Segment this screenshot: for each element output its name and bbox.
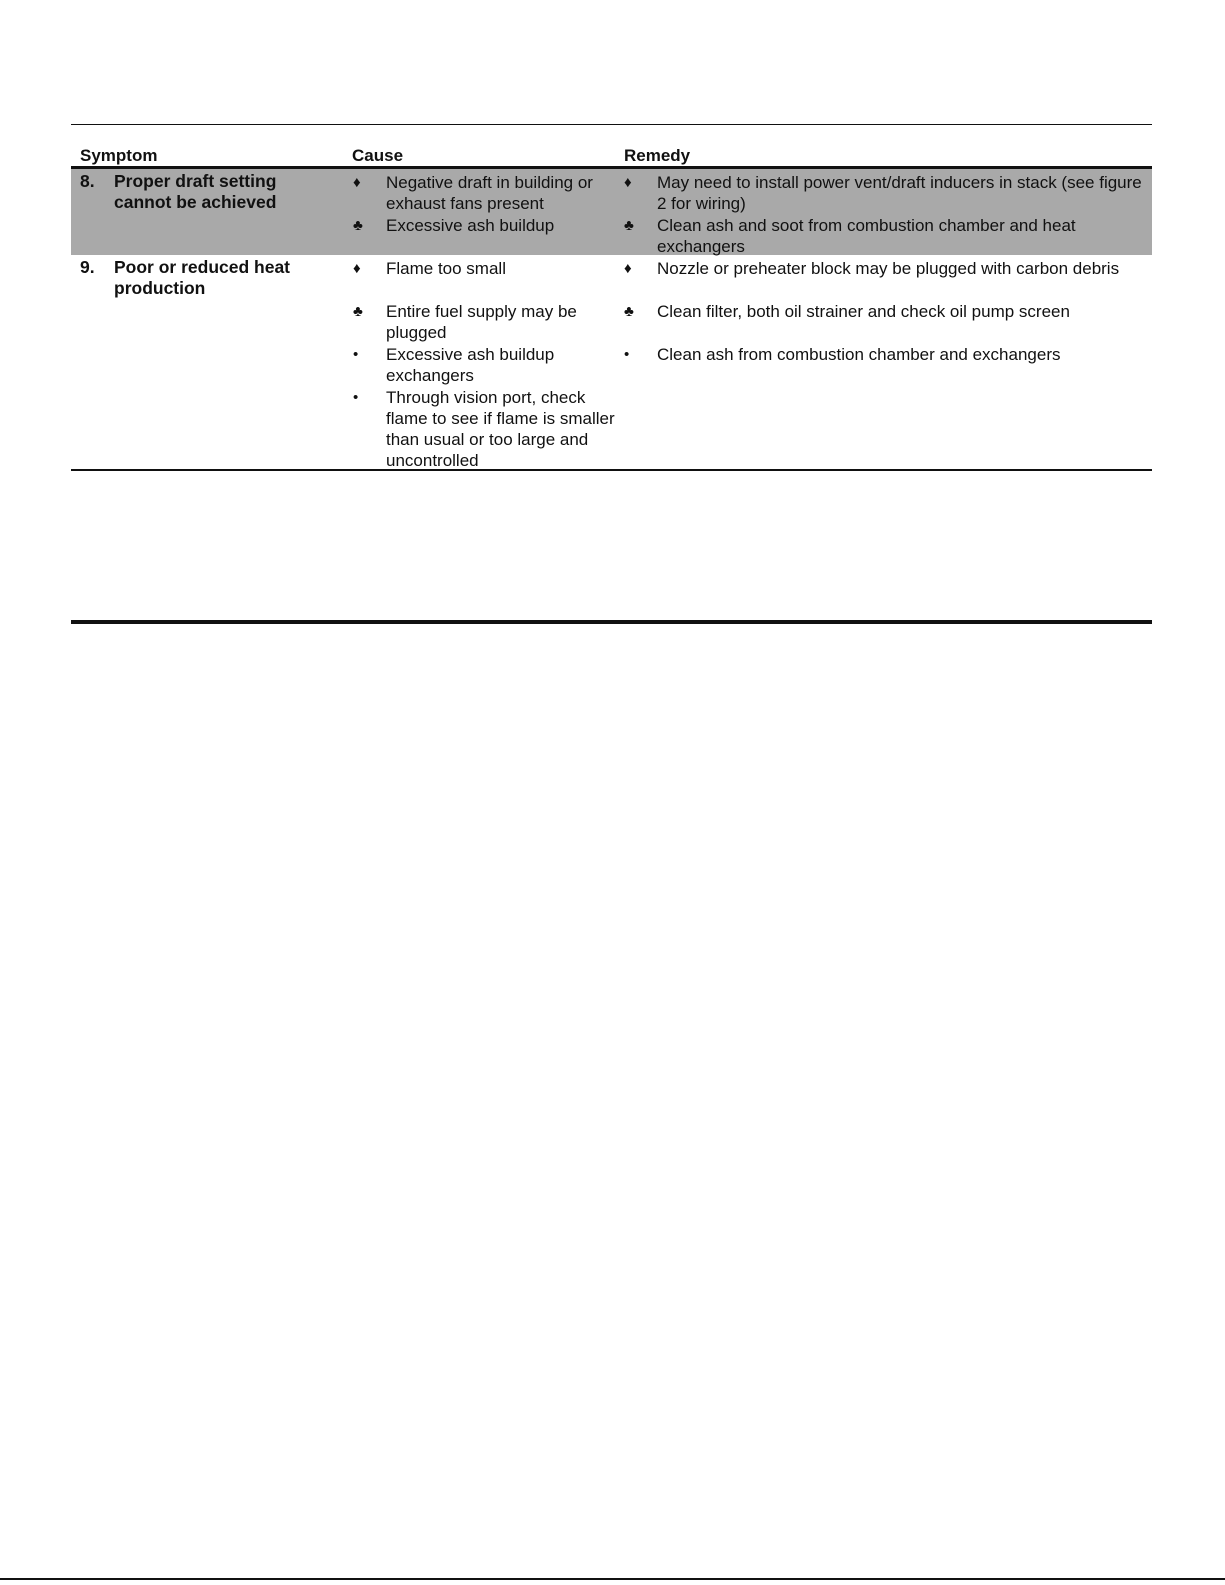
remedy-text: Clean filter, both oil strainer and check oil pump screen <box>657 302 1070 321</box>
dot-bullet-icon: • <box>353 389 359 406</box>
remedy-text: May need to install power vent/draft inducers in stack (see figure 2 for wiring) <box>657 173 1142 213</box>
troubleshooting-table <box>71 143 1152 471</box>
header-cause: Cause <box>352 146 404 165</box>
symptom-text: Proper draft setting cannot be achieved <box>114 171 277 212</box>
diamond-bullet-icon: ♦ <box>624 174 632 191</box>
diamond-bullet-icon: ♦ <box>353 174 361 191</box>
cause-text: Entire fuel supply may be plugged <box>386 302 577 342</box>
club-bullet-icon: ♣ <box>624 217 634 234</box>
header-remedy: Remedy <box>624 146 691 165</box>
dot-bullet-icon: • <box>353 346 359 363</box>
remedy-text: Clean ash from combustion chamber and exchangers <box>657 345 1061 364</box>
cause-text: Excessive ash buildup <box>386 216 555 235</box>
cause-text: Negative draft in building or exhaust fans present <box>386 173 593 213</box>
header-symptom: Symptom <box>80 146 158 165</box>
club-bullet-icon: ♣ <box>624 303 634 320</box>
remedy-text: Clean ash and soot from combustion chamber and heat exchangers <box>657 216 1076 256</box>
top-rule <box>71 124 1152 125</box>
remedy-text: Nozzle or preheater block may be plugged with carbon debris <box>657 259 1120 278</box>
symptom-number: 8. <box>80 171 95 191</box>
cause-text: Excessive ash buildup exchangers <box>386 345 555 385</box>
symptom-text: Poor or reduced heat production <box>114 257 291 298</box>
cause-text: Flame too small <box>386 259 506 278</box>
table-row <box>71 169 1152 255</box>
symptom-number: 9. <box>80 257 95 277</box>
cause-text: Through vision port, check flame to see if flame is smaller than usual or too large and uncontrolled <box>386 388 615 470</box>
diamond-bullet-icon: ♦ <box>624 260 632 277</box>
diamond-bullet-icon: ♦ <box>353 260 361 277</box>
table-header <box>71 143 1152 166</box>
dot-bullet-icon: • <box>624 346 630 363</box>
club-bullet-icon: ♣ <box>353 217 363 234</box>
club-bullet-icon: ♣ <box>353 303 363 320</box>
section-divider <box>71 620 1152 624</box>
page-footer-rule <box>0 1578 1225 1580</box>
table-row <box>71 255 1152 469</box>
